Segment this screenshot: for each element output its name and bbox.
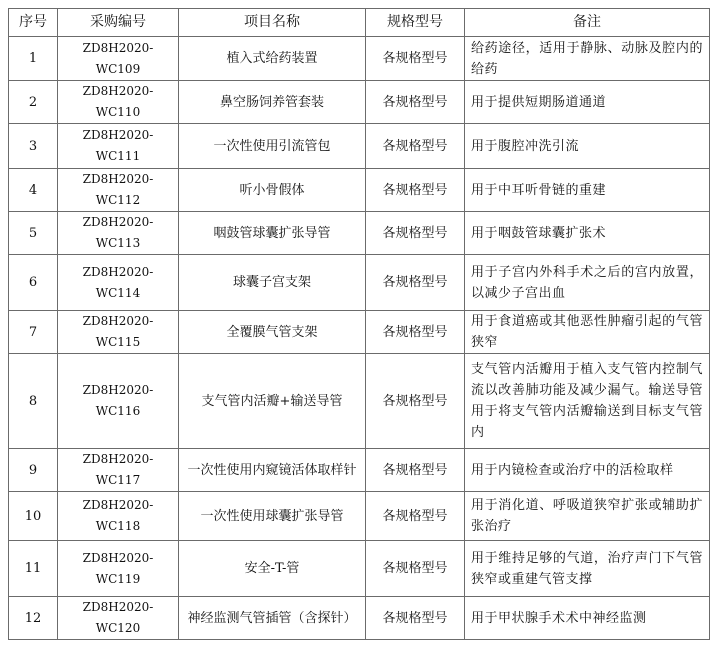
- row-spec: 各规格型号: [366, 449, 465, 492]
- row-spec: 各规格型号: [366, 354, 465, 449]
- row-code: ZD8H2020-WC113: [58, 212, 179, 255]
- table-row: [9, 81, 710, 124]
- row-name: 一次性使用球囊扩张导管: [179, 492, 366, 541]
- row-note: 用于咽鼓管球囊扩张术: [465, 212, 710, 255]
- row-seq: 9: [9, 449, 58, 492]
- row-seq: 4: [9, 169, 58, 212]
- row-note: 用于子宫内外科手术之后的宫内放置，以减少子宫出血: [465, 255, 710, 311]
- row-code: ZD8H2020-WC118: [58, 492, 179, 541]
- table-row: [9, 541, 710, 597]
- row-seq: 11: [9, 541, 58, 597]
- row-seq: 6: [9, 255, 58, 311]
- row-seq: 12: [9, 597, 58, 640]
- row-name: 一次性使用引流管包: [179, 124, 366, 169]
- row-seq: 8: [9, 354, 58, 449]
- row-name: 鼻空肠饲养管套装: [179, 81, 366, 124]
- table-row: [9, 492, 710, 541]
- table-row: [9, 354, 710, 449]
- table-body: [9, 37, 710, 640]
- row-name: 安全-T-管: [179, 541, 366, 597]
- row-seq: 3: [9, 124, 58, 169]
- table-row: [9, 311, 710, 354]
- row-spec: 各规格型号: [366, 597, 465, 640]
- row-name: 神经监测气管插管（含探针）: [179, 597, 366, 640]
- row-spec: 各规格型号: [366, 541, 465, 597]
- row-spec: 各规格型号: [366, 81, 465, 124]
- row-name: 球囊子宫支架: [179, 255, 366, 311]
- row-spec: 各规格型号: [366, 37, 465, 81]
- row-note: 用于维持足够的气道，治疗声门下气管狭窄或重建气管支撑: [465, 541, 710, 597]
- row-code: ZD8H2020-WC111: [58, 124, 179, 169]
- row-code: ZD8H2020-WC114: [58, 255, 179, 311]
- header-note: 备注: [465, 9, 710, 37]
- row-spec: 各规格型号: [366, 124, 465, 169]
- row-spec: 各规格型号: [366, 492, 465, 541]
- row-code: ZD8H2020-WC116: [58, 354, 179, 449]
- row-code: ZD8H2020-WC120: [58, 597, 179, 640]
- row-spec: 各规格型号: [366, 311, 465, 354]
- row-spec: 各规格型号: [366, 169, 465, 212]
- row-name: 听小骨假体: [179, 169, 366, 212]
- table-row: [9, 124, 710, 169]
- row-code: ZD8H2020-WC115: [58, 311, 179, 354]
- row-code: ZD8H2020-WC112: [58, 169, 179, 212]
- row-seq: 2: [9, 81, 58, 124]
- header-seq: 序号: [9, 9, 58, 37]
- row-seq: 10: [9, 492, 58, 541]
- row-spec: 各规格型号: [366, 255, 465, 311]
- row-note: 用于腹腔冲洗引流: [465, 124, 710, 169]
- row-note: 用于消化道、呼吸道狭窄扩张或辅助扩张治疗: [465, 492, 710, 541]
- table-row: [9, 597, 710, 640]
- row-note: 用于中耳听骨链的重建: [465, 169, 710, 212]
- row-seq: 7: [9, 311, 58, 354]
- header-row: [9, 9, 710, 37]
- row-note: 给药途径，适用于静脉、动脉及腔内的给药: [465, 37, 710, 81]
- row-note: 用于食道癌或其他恶性肿瘤引起的气管狭窄: [465, 311, 710, 354]
- table-row: [9, 212, 710, 255]
- header-name: 项目名称: [179, 9, 366, 37]
- row-seq: 1: [9, 37, 58, 81]
- table-row: [9, 37, 710, 81]
- table-row: [9, 169, 710, 212]
- row-seq: 5: [9, 212, 58, 255]
- row-code: ZD8H2020-WC117: [58, 449, 179, 492]
- row-code: ZD8H2020-WC109: [58, 37, 179, 81]
- row-spec: 各规格型号: [366, 212, 465, 255]
- header-code: 采购编号: [58, 9, 179, 37]
- row-code: ZD8H2020-WC119: [58, 541, 179, 597]
- row-note: 用于内镜检查或治疗中的活检取样: [465, 449, 710, 492]
- procurement-table: [8, 8, 710, 640]
- table-row: [9, 255, 710, 311]
- row-name: 一次性使用内窥镜活体取样针: [179, 449, 366, 492]
- row-code: ZD8H2020-WC110: [58, 81, 179, 124]
- row-note: 用于提供短期肠道通道: [465, 81, 710, 124]
- row-note: 支气管内活瓣用于植入支气管内控制气流以改善肺功能及减少漏气。输送导管用于将支气管内活瓣输送到目标支气管内: [465, 354, 710, 449]
- table-row: [9, 449, 710, 492]
- row-name: 咽鼓管球囊扩张导管: [179, 212, 366, 255]
- row-name: 支气管内活瓣+输送导管: [179, 354, 366, 449]
- row-name: 植入式给药装置: [179, 37, 366, 81]
- row-name: 全覆膜气管支架: [179, 311, 366, 354]
- header-spec: 规格型号: [366, 9, 465, 37]
- row-note: 用于甲状腺手术术中神经监测: [465, 597, 710, 640]
